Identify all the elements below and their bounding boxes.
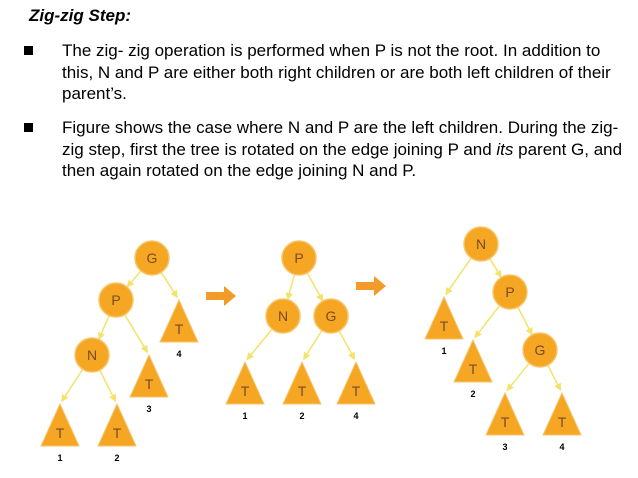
subtree-index: 1 — [57, 453, 63, 463]
node-label: T — [240, 383, 250, 399]
tree-edge — [446, 258, 472, 295]
tree-edge — [518, 307, 532, 335]
tree-node-g — [135, 241, 169, 275]
node-label: N — [277, 308, 289, 324]
tree-edge — [548, 365, 561, 390]
bullet-text-emphasis: its — [496, 139, 514, 159]
subtree-node-t1 — [41, 404, 79, 463]
node-label: T — [500, 414, 510, 430]
node-label: P — [294, 250, 304, 266]
tree-node-n — [75, 338, 109, 372]
bullet-text-part: Figure shows the case where N and P are the left children. During the zig- zig step, first the tree is rotated on the edge joining P and — [62, 118, 619, 159]
tree-edge — [127, 271, 141, 287]
subtree-index: 2 — [114, 453, 120, 463]
right-arrow-icon — [356, 276, 386, 296]
subtree-node-t2 — [98, 404, 136, 463]
tree-node-g — [523, 333, 557, 367]
subtree-index: 4 — [559, 442, 565, 452]
tree-nodes — [41, 227, 581, 463]
subtree-node-t1 — [226, 362, 264, 421]
node-label: T — [144, 376, 154, 392]
transform-arrows — [206, 276, 386, 306]
tree-edge — [62, 369, 83, 401]
node-label: T — [112, 425, 122, 441]
subtree-node-t1 — [425, 297, 463, 356]
bullet-text-part: The zig- zig operation is performed when P is not the root. In addition to this, N and P are either both right children or are both left children of their parent’s. — [62, 41, 611, 103]
node-label: G — [146, 250, 158, 266]
subtree-index: 4 — [353, 411, 359, 421]
bullet-text-part: parent G, and then again rotated on the edge joining N and P. — [62, 139, 623, 180]
node-label: P — [111, 292, 121, 308]
node-label: T — [439, 318, 449, 334]
tree-node-g — [314, 299, 348, 333]
tree-edge — [99, 316, 109, 340]
tree-node-p — [282, 241, 316, 275]
node-label: T — [174, 321, 184, 337]
node-label: G — [534, 342, 546, 358]
subtree-node-t4 — [543, 393, 581, 452]
tree-edge — [490, 259, 501, 278]
tree-edge — [507, 363, 529, 390]
node-label: N — [86, 347, 98, 363]
node-label: P — [505, 284, 515, 300]
tree-edge — [307, 273, 323, 301]
node-label: T — [55, 425, 65, 441]
subtree-node-t2 — [283, 362, 321, 421]
subtree-node-t3 — [486, 393, 524, 452]
node-label: G — [325, 308, 337, 324]
tree-edge — [247, 329, 272, 360]
tree-edge — [304, 330, 322, 359]
tree-edge — [288, 274, 295, 299]
tree-edge — [475, 305, 500, 337]
tree-node-p — [99, 283, 133, 317]
node-label: T — [557, 414, 567, 430]
subtree-index: 4 — [176, 349, 182, 359]
node-label: N — [475, 236, 487, 252]
subtree-node-t2 — [454, 340, 492, 399]
tree-edge — [161, 272, 177, 297]
subtree-index: 1 — [242, 411, 248, 421]
right-arrow-icon — [206, 286, 236, 306]
slide-title: Zig-zig Step: — [29, 6, 131, 25]
tree-node-p — [493, 275, 527, 309]
node-label: T — [468, 361, 478, 377]
tree-edge — [339, 331, 354, 359]
subtree-index: 1 — [441, 346, 447, 356]
tree-edge — [100, 370, 116, 401]
tree-node-n — [266, 299, 300, 333]
node-label: T — [351, 383, 361, 399]
subtree-node-t3 — [130, 355, 168, 414]
tree-node-n — [464, 227, 498, 261]
tree-edge — [125, 315, 148, 353]
subtree-index: 3 — [146, 404, 152, 414]
subtree-node-t4 — [160, 300, 198, 359]
subtree-index: 2 — [470, 389, 476, 399]
subtree-index: 3 — [502, 442, 508, 452]
subtree-node-t4 — [337, 362, 375, 421]
node-label: T — [297, 383, 307, 399]
subtree-index: 2 — [299, 411, 305, 421]
